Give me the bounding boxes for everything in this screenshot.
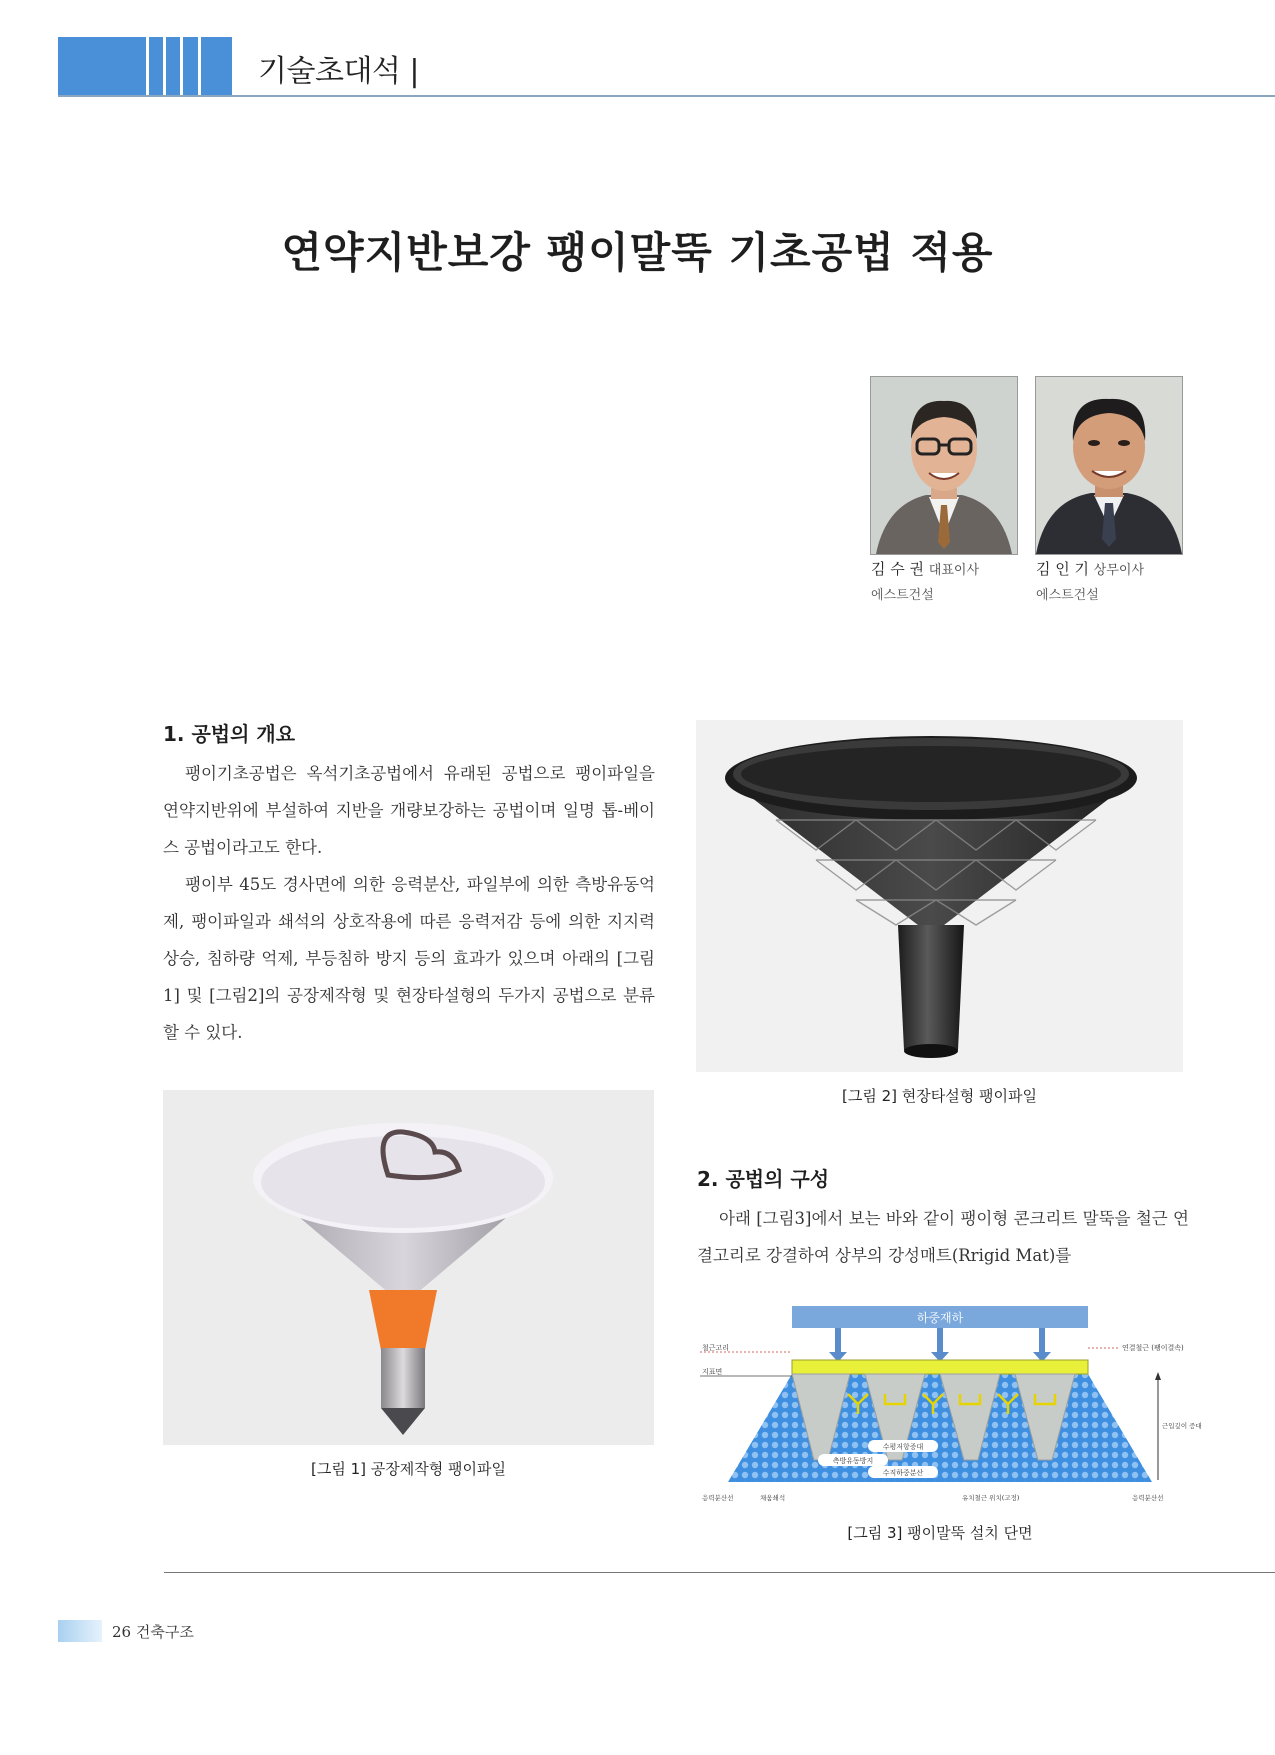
author-1 <box>871 558 979 579</box>
section-title: 기술초대석 | <box>258 54 420 89</box>
diagram-right-label: 연결철근 (팽이결속) <box>1122 1344 1184 1352</box>
author-1-name: 김 수 권 <box>871 560 925 578</box>
diagram-inner-label-2: 측방유동방지 <box>832 1457 874 1465</box>
diagram-side-label: 근입깊이 증대 <box>1162 1422 1202 1430</box>
section-1-paragraph-1: 팽이기초공법은 옥석기초공법에서 유래된 공법으로 팽이파일을 연약지반위에 부설하여 지반을 개량보강하는 공법이며 일명 톱-베이스 공법이라고도 한다. <box>163 764 655 857</box>
header-color-block <box>58 37 232 95</box>
diagram-bottom-label-4: 응력분산선 <box>1132 1494 1164 1502</box>
author-2-role: 상무이사 <box>1093 563 1145 578</box>
figure-1-image <box>163 1090 654 1445</box>
figure-1-caption: [그림 1] 공장제작형 팽이파일 <box>311 1460 506 1478</box>
diagram-left-label-2: 지표면 <box>702 1368 723 1376</box>
figure-3-diagram <box>700 1300 1202 1510</box>
header-stripe <box>146 37 149 95</box>
footer-text <box>112 1621 194 1642</box>
footer-rule <box>164 1572 1275 1573</box>
section-2-paragraph: 아래 [그림3]에서 보는 바와 같이 팽이형 콘크리트 말뚝을 철근 연결고리로 강결하여 상부의 강성매트(Rrigid Mat)를 <box>697 1209 1189 1265</box>
diagram-bottom-label-2: 채움쇄석 <box>760 1494 786 1502</box>
header-stripe <box>198 37 201 95</box>
figure-3-caption: [그림 3] 팽이말뚝 설치 단면 <box>847 1524 1033 1542</box>
diagram-left-label-1: 철근고리 <box>702 1344 730 1352</box>
diagram-inner-label-1: 수평저항증대 <box>882 1443 924 1451</box>
diagram-bottom-label-1: 응력분산선 <box>702 1494 734 1502</box>
author-2-name: 김 인 기 <box>1036 560 1090 578</box>
author-2 <box>1036 558 1144 579</box>
author-1-org: 에스트건설 <box>871 588 934 603</box>
figure-2-caption: [그림 2] 현장타설형 팽이파일 <box>842 1087 1037 1105</box>
author-2-org: 에스트건설 <box>1036 588 1099 603</box>
diagram-mat <box>792 1360 1088 1374</box>
author-1-role: 대표이사 <box>928 563 980 578</box>
diagram-soil <box>728 1374 1152 1482</box>
diagram-inner-label-3: 수직하중분산 <box>882 1469 924 1477</box>
page-number: 26 <box>112 1623 132 1641</box>
article-title: 연약지반보강 팽이말뚝 기초공법 적용 <box>281 228 994 277</box>
figure-2-image <box>696 720 1183 1072</box>
header-stripe <box>163 37 166 95</box>
footer-color-block <box>58 1620 102 1642</box>
diagram-bottom-label-3: 유치철근 위치(고정) <box>962 1494 1020 1502</box>
diagram-load-label: 하중재하 <box>916 1311 964 1325</box>
section-1-paragraph-2: 팽이부 45도 경사면에 의한 응력분산, 파일부에 의한 측방유동억제, 팽이파일과 쇄석의 상호작용에 따른 응력저감 등에 의한 지지력 상승, 침하량 억제, 부등침하 방지 등의 효과가 있으며 아래의 [그림1] 및 [그림2]의 공장제작형 및 현장타설형의 두가지 공법으로 분류할 수 있다. <box>163 875 655 1042</box>
author-photo-2 <box>1035 376 1183 555</box>
header-stripe <box>180 37 183 95</box>
author-photo-1 <box>870 376 1018 555</box>
section-1-heading: 1. 공법의 개요 <box>163 722 296 746</box>
header-rule <box>58 95 1275 97</box>
section-2-heading: 2. 공법의 구성 <box>697 1167 830 1191</box>
journal-name: 건축구조 <box>135 1623 194 1641</box>
